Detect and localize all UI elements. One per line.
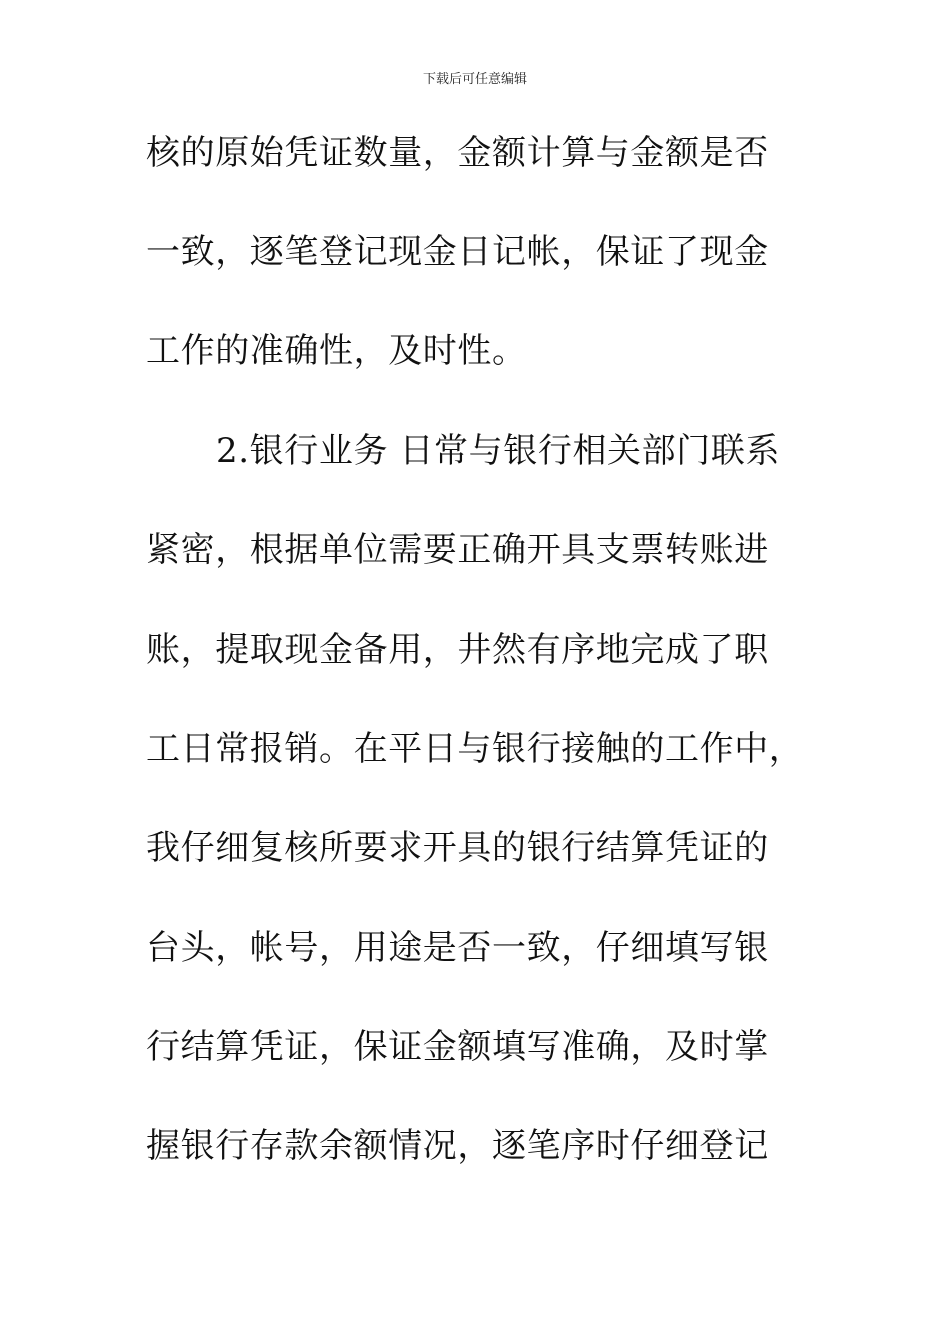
text-line: 台头，帐号，用途是否一致，仔细填写银 bbox=[146, 928, 769, 968]
text-line: 行结算凭证，保证金额填写准确，及时掌 bbox=[146, 1027, 769, 1067]
text-line: 工作的准确性，及时性。 bbox=[146, 331, 527, 371]
text-line: 工日常报销。在平日与银行接触的工作中， bbox=[146, 729, 804, 769]
text-line: 核的原始凭证数量，金额计算与金额是否 bbox=[146, 133, 769, 173]
text-line: 一致，逐笔登记现金日记帐，保证了现金 bbox=[146, 232, 769, 272]
text-line: 紧密，根据单位需要正确开具支票转账进 bbox=[146, 530, 769, 570]
text-line: 我仔细复核所要求开具的银行结算凭证的 bbox=[146, 828, 769, 868]
text-line: 握银行存款余额情况，逐笔序时仔细登记 bbox=[146, 1126, 769, 1166]
page-header-note: 下载后可任意编辑 bbox=[422, 72, 527, 87]
section-heading-line: 2.银行业务 日常与银行相关部门联系 bbox=[216, 431, 781, 471]
text-line: 账，提取现金备用，井然有序地完成了职 bbox=[146, 630, 769, 670]
